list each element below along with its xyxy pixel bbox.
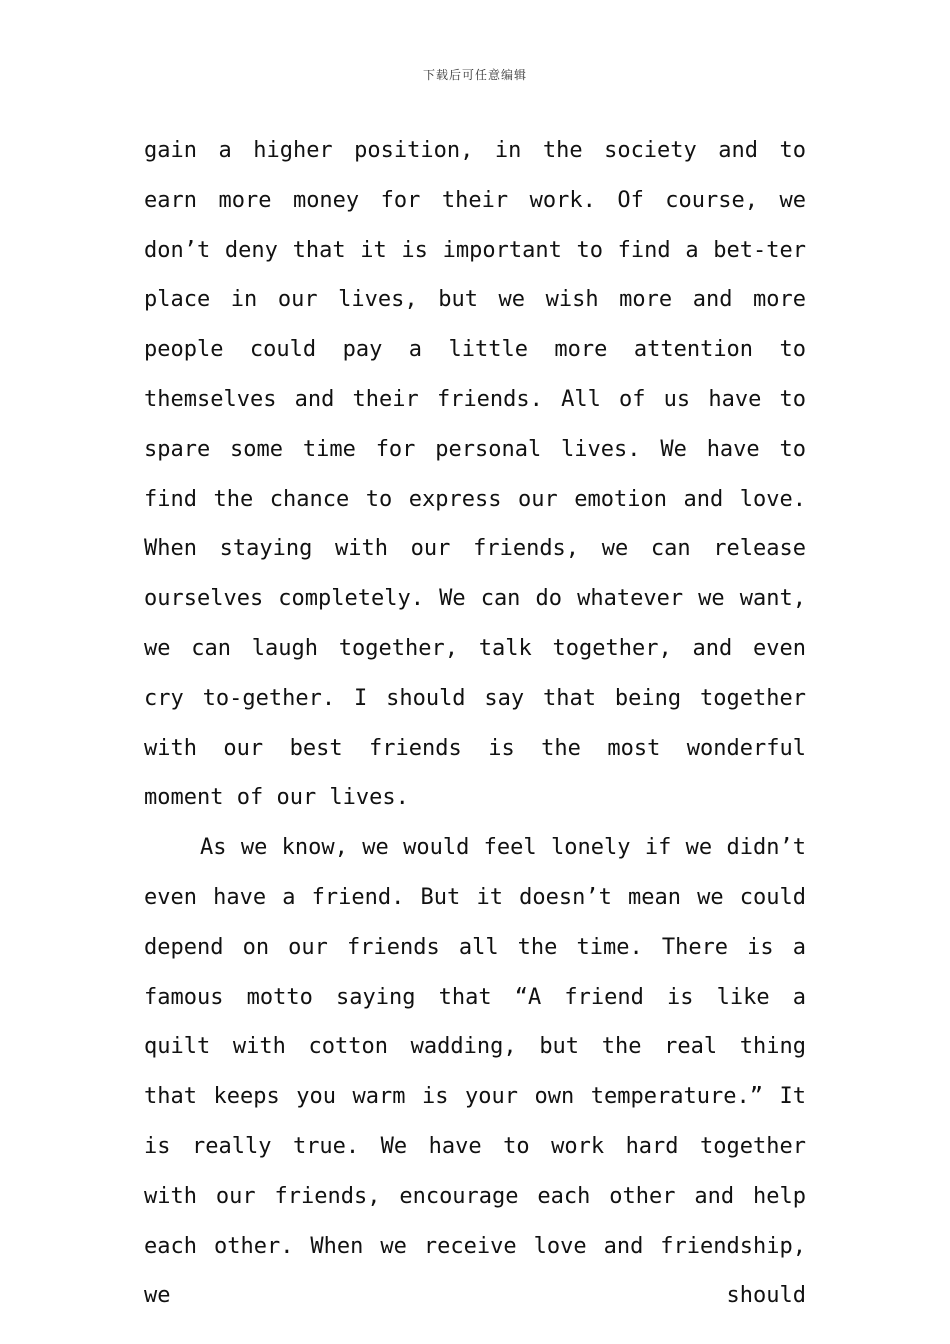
paragraph-1: gain a higher position, in the society and to earn more money for their work. Of course, we don’t deny that it is important to find a bet-ter place in our lives, but we wish more and more people could pay a little more attention to themselves and their friends. All of us have to spare some time for personal lives. We have to find the chance to express our emotion and love. When staying with our friends, we can release ourselves completely. We can do whatever we want, we can laugh together, talk together, and even cry to-gether. I should say that being together with our best friends is the most wonderful moment of our lives. (144, 138, 806, 811)
paragraph-2: As we know, we would feel lonely if we didn’t even have a friend. But it doesn’t mean we could depend on our friends all the time. There is a famous motto saying that “A friend is like a quilt with cotton wadding, but the real thing that keeps you warm is your own temperature.” It is really true. We have to work hard together with our friends, encourage each other and help each other. When we receive love and friendship, we should (144, 835, 806, 1309)
document-body (144, 126, 806, 1321)
header-note: 下载后可任意编辑 (422, 68, 527, 82)
